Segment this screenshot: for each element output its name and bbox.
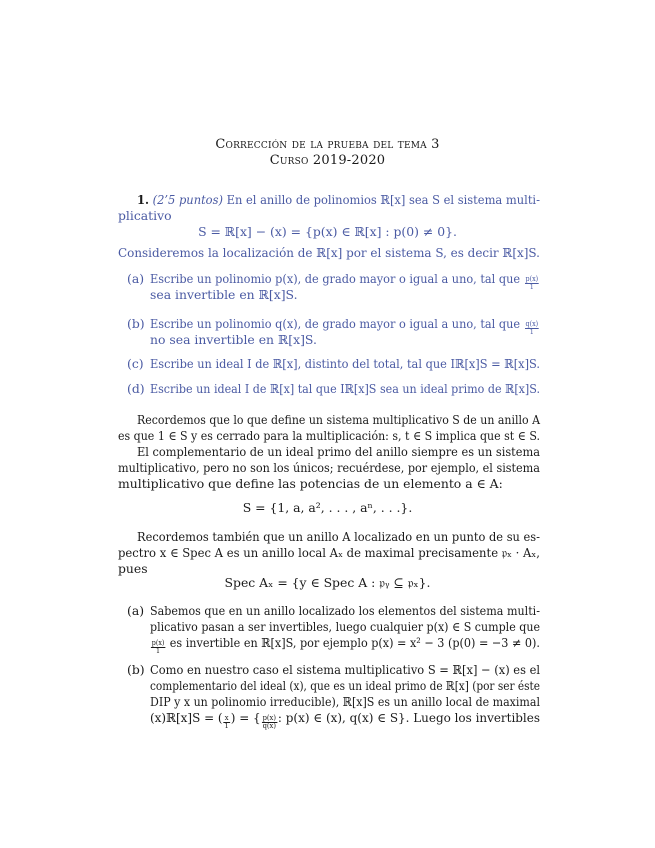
fraction-denominator: 1 [529, 328, 534, 336]
solution-b-line-4 [150, 710, 540, 730]
problem-first-line [137, 192, 540, 208]
solution-a-line-1: Sabemos que en un anillo localizado los elementos del sistema multi- [150, 603, 540, 618]
solution-b-fraction-1 [224, 715, 230, 730]
solution-p3-line-3: pues [118, 561, 148, 576]
fraction-denominator: 1 [224, 722, 229, 730]
solution-b-label: (b) [127, 662, 145, 677]
solution-p3-line-1: Recordemos también que un anillo A localizado en un punto de su es- [137, 529, 541, 544]
solution-b-line-3: DIP y x un polinomio irreducible), ℝ[x]S es un anillo local de maximal [150, 694, 540, 709]
solution-b-text-b: ) = { [230, 710, 261, 725]
solution-a-line-3 [150, 635, 540, 655]
solution-a-line-2: plicativo pasan a ser invertibles, luego cualquier p(x) ∈ S cumple que [150, 619, 541, 634]
powers-set-equation: S = {1, a, a², . . . , aⁿ, . . .}. [242, 500, 413, 515]
solution-b-line-2: complementario del ideal (x), que es un ideal primo de ℝ[x] (por ser éste [150, 678, 541, 693]
part-c-line-1: Escribe un ideal I de ℝ[x], distinto del total, tal que Iℝ[x]S = ℝ[x]S. [150, 356, 541, 371]
part-a-fraction [525, 276, 539, 291]
part-a-text: Escribe un polinomio p(x), de grado mayor o igual a uno, tal que [150, 271, 521, 286]
fraction-denominator: q(x) [262, 722, 277, 730]
part-c-label: (c) [127, 356, 144, 371]
part-b-text: Escribe un polinomio q(x), de grado mayor o igual a uno, tal que [150, 316, 521, 331]
part-d-line-1: Escribe un ideal I de ℝ[x] tal que Iℝ[x]S sea un ideal primo de ℝ[x]S. [150, 381, 541, 396]
problem-points: (2’5 puntos) [152, 192, 223, 207]
solution-a-text: es invertible en ℝ[x]S, por ejemplo p(x) = x² − 3 (p(0) = −3 ≠ 0). [169, 635, 540, 650]
solution-b-line-1: Como en nuestro caso el sistema multiplicativo S = ℝ[x] − (x) es el [150, 662, 541, 677]
part-d-label: (d) [127, 381, 145, 396]
solution-p3-line-2: pectro x ∈ Spec A es un anillo local Aₓ de maximal precisamente 𝔭ₓ · Aₓ, [118, 545, 541, 560]
solution-b-text-a: (x)ℝ[x]S = ( [150, 710, 223, 725]
fraction-denominator: 1 [529, 283, 534, 291]
solution-b-fraction-2 [262, 715, 277, 730]
part-a-label: (a) [127, 271, 145, 286]
solution-p2-line-3: multiplicativo que define las potencias de un elemento a ∈ A: [118, 476, 503, 491]
problem-localization: Consideremos la localización de ℝ[x] por el sistema S, es decir ℝ[x]S. [118, 245, 540, 260]
fraction-numerator: p(x) [262, 714, 277, 722]
spec-equation: Spec Aₓ = {y ∈ Spec A : 𝔭ᵧ ⊆ 𝔭ₓ}. [224, 575, 431, 590]
solution-p1-line-2: es que 1 ∈ S y es cerrado para la multiplicación: s, t ∈ S implica que st ∈ S. [118, 428, 540, 443]
solution-a-label: (a) [127, 603, 145, 618]
fraction-denominator: 1 [156, 647, 161, 655]
solution-b-text-c: : p(x) ∈ (x), q(x) ∈ S}. Luego los invertibles [277, 710, 540, 725]
problem-statement-2: plicativo [118, 208, 172, 223]
fraction-numerator: p(x) [151, 639, 165, 647]
part-a-line-2: sea invertible en ℝ[x]S. [150, 287, 298, 302]
part-b-fraction [525, 321, 539, 336]
document-title: Corrección de la prueba del tema 3 [215, 137, 440, 152]
solution-p2-line-2: multiplicativo, pero no son los únicos; recuérdese, por ejemplo, el sistema [118, 460, 540, 475]
solution-p2-line-1: El complementario de un ideal primo del anillo siempre es un sistema [137, 444, 541, 459]
part-b-label: (b) [127, 316, 145, 331]
part-b-line-2: no sea invertible en ℝ[x]S. [150, 332, 317, 347]
fraction-numerator: q(x) [525, 320, 539, 328]
fraction-numerator: p(x) [525, 275, 539, 283]
problem-statement-1: En el anillo de polinomios ℝ[x] sea S el sistema multi- [226, 192, 540, 207]
fraction-numerator: x [224, 714, 229, 722]
course-subtitle: Curso 2019-2020 [269, 153, 386, 168]
problem-number: 1. [137, 192, 149, 207]
problem-set-definition: S = ℝ[x] − (x) = {p(x) ∈ ℝ[x] : p(0) ≠ 0}. [198, 224, 457, 239]
solution-a-fraction [151, 640, 165, 655]
solution-p1-line-1: Recordemos que lo que define un sistema multiplicativo S de un anillo A [137, 412, 541, 427]
